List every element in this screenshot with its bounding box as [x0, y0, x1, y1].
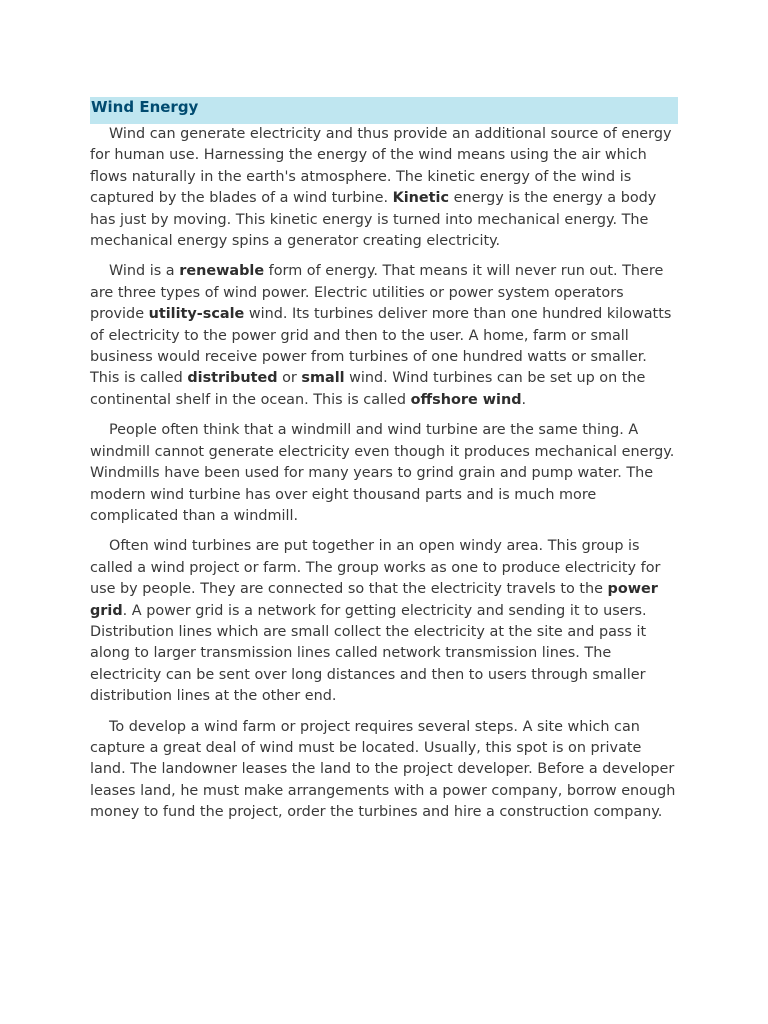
bold-term: distributed: [187, 370, 278, 387]
paragraph-4: [90, 536, 678, 707]
bold-term: offshore wind: [410, 391, 522, 408]
document-body: [90, 124, 678, 824]
paragraph-text: energy is the energy a body has just by moving. This kinetic energy is turned into mechanical energy. The mechanical energy spins a generator creating electricity.: [90, 190, 657, 250]
bold-term: power grid: [90, 581, 658, 619]
paragraph-3: [90, 420, 678, 527]
paragraph-text: . A power grid is a network for getting electricity and sending it to users. Distribution lines which are small collect the electricity at the site and pass it along to larger transmission lines called network transmission lines. The electricity can be sent over long distances and then to users through smaller distribution lines at the other end.: [90, 602, 647, 705]
paragraph-text: wind. Wind turbines can be set up on the continental shelf in the ocean. This is called: [90, 370, 646, 408]
paragraph-text: Wind is a: [109, 263, 180, 280]
paragraph-2: [90, 261, 678, 411]
section-title: Wind Energy: [91, 98, 199, 116]
paragraph-text: .: [521, 391, 527, 408]
paragraph-text: wind. Its turbines deliver more than one hundred kilowatts of electricity to the power grid and then to the user. A home, farm or small business would receive power from turbines of one hundred watts or smaller. This is called: [90, 306, 672, 387]
document-page: [90, 97, 678, 833]
bold-term: Kinetic: [392, 190, 450, 207]
paragraph-text: Wind can generate electricity and thus provide an additional source of energy for human use. Harnessing the energy of the wind means using the air which flows naturally in the earth's atmosphere. The kinetic energy of the wind is captured by the blades of a wind turbine.: [90, 126, 672, 207]
paragraph-text: form of energy. That means it will never run out. There are three types of wind power. Electric utilities or power system operators provide: [90, 263, 664, 323]
paragraph-1: [90, 124, 678, 252]
bold-term: utility-scale: [148, 306, 245, 323]
paragraph-text: To develop a wind farm or project requires several steps. A site which can capture a great deal of wind must be located. Usually, this spot is on private land. The landowner leases the land to the project developer. Before a developer leases land, he must make arrangements with a power company, borrow enough money to fund the project, order the turbines and hire a construction company.: [90, 718, 676, 821]
paragraph-text: People often think that a windmill and wind turbine are the same thing. A windmill cannot generate electricity even though it produces mechanical energy. Windmills have been used for many years to grind grain and pump water. The modern wind turbine has over eight thousand parts and is much more complicated than a windmill.: [90, 422, 675, 524]
bold-term: renewable: [179, 263, 265, 280]
section-heading-bar: [90, 97, 678, 124]
bold-term: small: [301, 370, 345, 387]
paragraph-text: or: [277, 370, 302, 387]
paragraph-5: [90, 717, 678, 824]
paragraph-text: Often wind turbines are put together in an open windy area. This group is called a wind project or farm. The group works as one to produce electricity for use by people. They are connected so that the electricity travels to the: [90, 538, 661, 598]
